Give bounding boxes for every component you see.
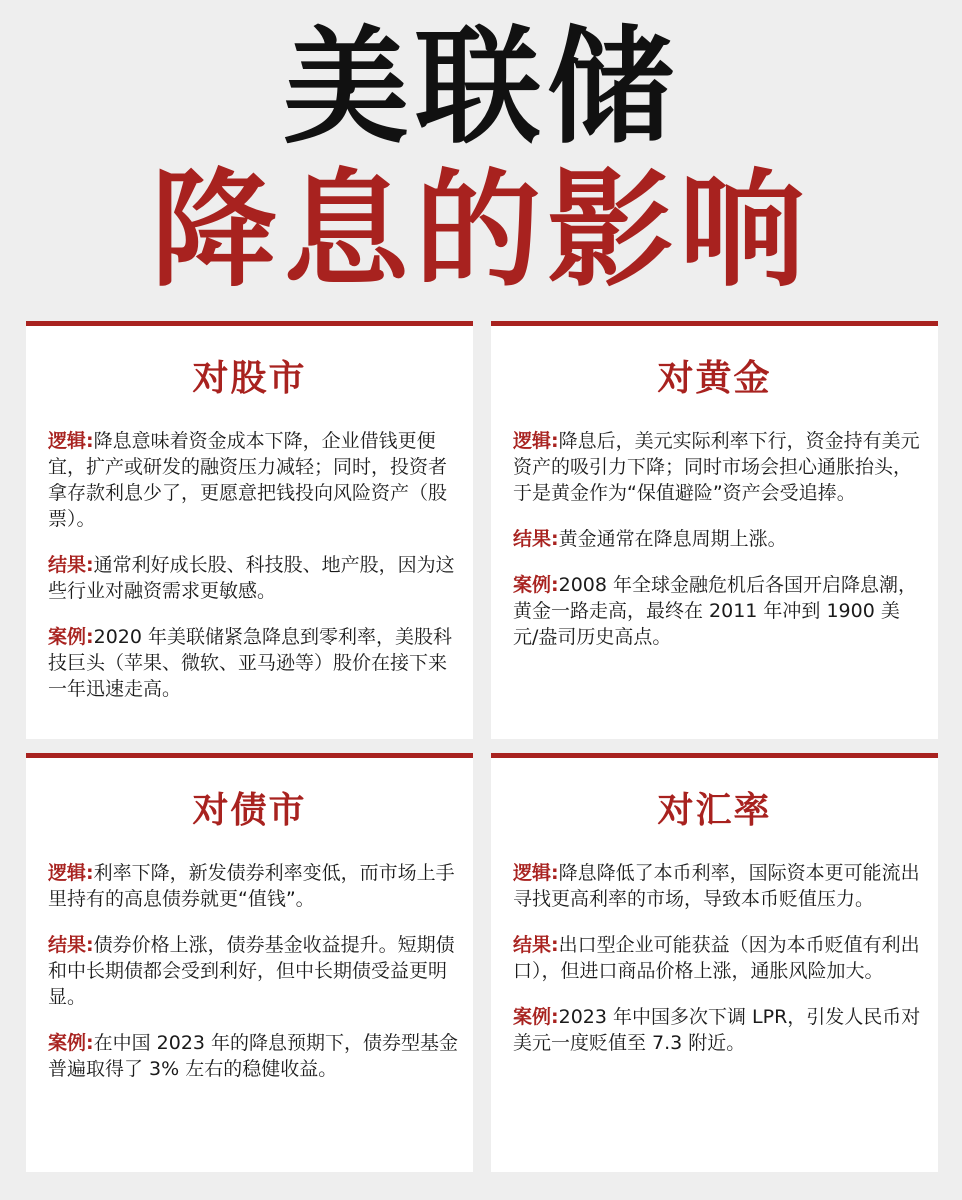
- logic-paragraph: [48, 860, 459, 912]
- card-title: 对债市: [192, 789, 307, 831]
- logic-colon: :: [551, 862, 559, 884]
- case-paragraph: [48, 624, 459, 702]
- card-body: [48, 428, 459, 722]
- case-paragraph: [513, 572, 924, 650]
- case-text: 2008 年全球金融危机后各国开启降息潮，黄金一路走高，最终在 2011 年冲到 1900 美元/盎司历史高点。: [513, 574, 918, 648]
- logic-label: 逻辑: [48, 862, 87, 884]
- logic-paragraph: [513, 860, 924, 912]
- card-body: [48, 860, 459, 1102]
- logic-paragraph: [513, 428, 924, 506]
- result-label: 结果: [513, 934, 552, 956]
- case-colon: :: [551, 1006, 559, 1028]
- card-body: [513, 428, 924, 670]
- case-paragraph: [48, 1030, 459, 1082]
- result-colon: :: [86, 554, 94, 576]
- result-text: 黄金通常在降息周期上涨。: [558, 528, 787, 550]
- card-title: 对汇率: [657, 789, 772, 831]
- case-colon: :: [551, 574, 559, 596]
- logic-label: 逻辑: [48, 430, 87, 452]
- case-colon: :: [86, 626, 94, 648]
- card-gold: [491, 321, 938, 739]
- card-title: 对黄金: [657, 357, 772, 399]
- case-label: 案例: [513, 574, 552, 596]
- result-paragraph: [48, 932, 459, 1010]
- result-text: 通常利好成长股、科技股、地产股，因为这些行业对融资需求更敏感。: [48, 554, 455, 602]
- case-text: 2020 年美联储紧急降息到零利率，美股科技巨头（苹果、微软、亚马逊等）股价在接下来一年迅速走高。: [48, 626, 453, 700]
- card-title: 对股市: [192, 357, 307, 399]
- result-text: 债券价格上涨，债券基金收益提升。短期债和中长期债都会受到利好，但中长期债受益更明显。: [48, 934, 455, 1008]
- card-bond-market: [26, 753, 473, 1172]
- case-paragraph: [513, 1004, 924, 1056]
- case-label: 案例: [48, 1032, 87, 1054]
- logic-label: 逻辑: [513, 862, 552, 884]
- result-label: 结果: [48, 934, 87, 956]
- result-text: 出口型企业可能获益（因为本币贬值有利出口），但进口商品价格上涨，通胀风险加大。: [513, 934, 920, 982]
- result-colon: :: [551, 528, 559, 550]
- logic-colon: :: [86, 862, 94, 884]
- logic-colon: :: [551, 430, 559, 452]
- logic-label: 逻辑: [513, 430, 552, 452]
- result-paragraph: [48, 552, 459, 604]
- result-paragraph: [513, 526, 924, 552]
- logic-colon: :: [86, 430, 94, 452]
- result-label: 结果: [48, 554, 87, 576]
- main-title-line2: 降息的影响: [151, 156, 811, 304]
- case-label: 案例: [513, 1006, 552, 1028]
- logic-text: 降息降低了本币利率，国际资本更可能流出寻找更高利率的市场，导致本币贬值压力。: [513, 862, 920, 910]
- case-colon: :: [86, 1032, 94, 1054]
- card-stock-market: [26, 321, 473, 739]
- logic-text: 降息意味着资金成本下降，企业借钱更便宜，扩产或研发的融资压力减轻；同时，投资者拿存款利息少了，更愿意把钱投向风险资产（股票）。: [48, 430, 448, 530]
- result-label: 结果: [513, 528, 552, 550]
- result-paragraph: [513, 932, 924, 984]
- case-text: 2023 年中国多次下调 LPR，引发人民币对美元一度贬值至 7.3 附近。: [513, 1006, 921, 1054]
- case-text: 在中国 2023 年的降息预期下，债券型基金普遍取得了 3% 左右的稳健收益。: [48, 1032, 459, 1080]
- logic-text: 降息后，美元实际利率下行，资金持有美元资产的吸引力下降；同时市场会担心通胀抬头，于是黄金作为“保值避险”资产会受追捧。: [513, 430, 920, 504]
- card-body: [513, 860, 924, 1076]
- card-exchange-rate: [491, 753, 938, 1172]
- case-label: 案例: [48, 626, 87, 648]
- result-colon: :: [86, 934, 94, 956]
- result-colon: :: [551, 934, 559, 956]
- main-title-line1: 美联储: [283, 14, 679, 161]
- logic-text: 利率下降，新发债券利率变低，而市场上手里持有的高息债券就更“值钱”。: [48, 862, 455, 910]
- logic-paragraph: [48, 428, 459, 532]
